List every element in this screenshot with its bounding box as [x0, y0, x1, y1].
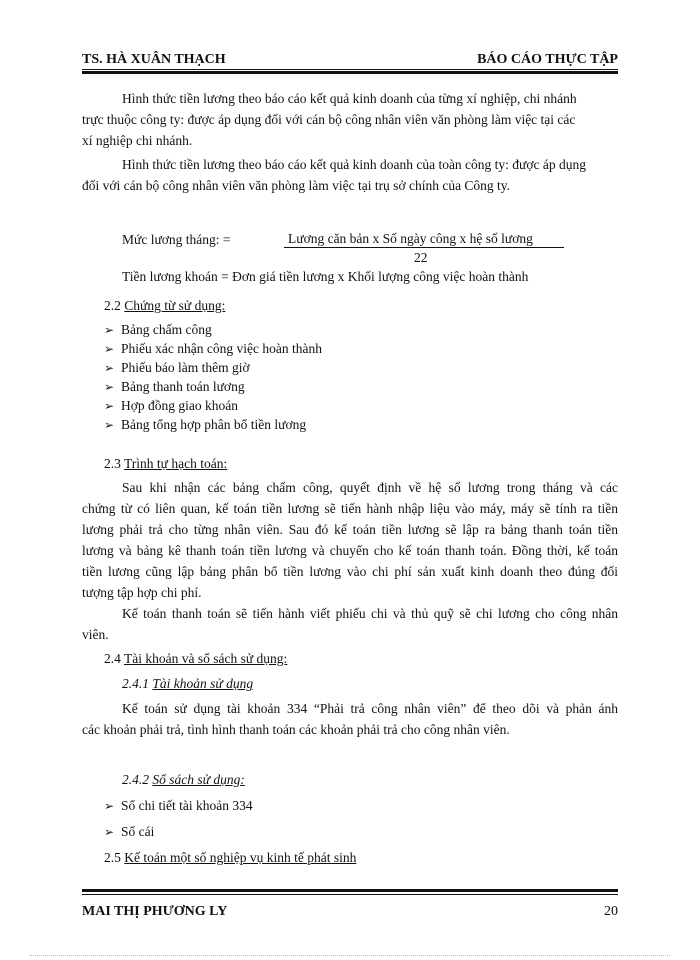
section-2-3-p1-line5: tiền lương cũng lập bảng phân bổ tiền lương vào chi phí sản xuất kinh doanh theo đúng đối [82, 564, 618, 579]
para1-line2: trực thuộc công ty: được áp dụng đối với cán bộ công nhân viên văn phòng làm việc tại các [82, 112, 576, 127]
subsection-2-4-1-title: Tài khoản sử dụng [152, 676, 254, 691]
section-2-4-number: 2.4 [104, 651, 121, 666]
list-item: ➢ Sổ cái [104, 824, 155, 839]
section-2-3-p1-line3: lương phải trả cho từng nhân viên. Sau đó kế toán tiền lương sẽ lập ra bảng thanh toán tiền [82, 522, 618, 537]
section-2-2-heading [104, 297, 225, 315]
list-item: ➢ Phiếu xác nhận công việc hoàn thành [104, 341, 322, 356]
subsection-2-4-1-line2: các khoản phải trả, tình hình thanh toán các khoản phải trả cho công nhân viên. [82, 722, 510, 737]
footer-rule-thick [82, 889, 618, 892]
page-header [82, 52, 618, 68]
para1-line3: xí nghiệp chi nhánh. [82, 133, 193, 148]
arrow-bullet-icon: ➢ [104, 380, 115, 394]
footer-author: MAI THỊ PHƯƠNG LY [82, 904, 228, 919]
subsection-2-4-1-heading [122, 675, 253, 693]
list-item: ➢ Hợp đồng giao khoán [104, 398, 238, 413]
list-item: ➢ Bảng thanh toán lương [104, 379, 245, 394]
subsection-2-4-2-title: Sổ sách sử dụng: [152, 772, 245, 787]
section-2-3-title: Trình tự hạch toán: [124, 456, 228, 471]
para2-line1: Hình thức tiền lương theo báo cáo kết quả kinh doanh của toàn công ty: được áp dụng [122, 157, 586, 172]
section-2-3-number: 2.3 [104, 456, 121, 471]
formula-denominator: 22 [414, 250, 428, 265]
header-report-title: BÁO CÁO THỰC TẬP [477, 52, 618, 67]
formula-fraction-bar [284, 247, 564, 248]
section-2-3-p2-line2: viên. [82, 627, 109, 642]
para2-line2: đối với cán bộ công nhân viên văn phòng làm việc tại trụ sở chính của Công ty. [82, 178, 511, 193]
formula-piece-rate: Tiền lương khoán = Đơn giá tiền lương x Khối lượng công việc hoàn thành [122, 269, 529, 284]
page-footer [82, 904, 618, 922]
header-advisor: TS. HÀ XUÂN THẠCH [82, 52, 226, 67]
section-2-3-p1-line1: Sau khi nhận các bảng chấm công, quyết định về hệ số lương trong tháng và các [122, 480, 618, 495]
arrow-bullet-icon: ➢ [104, 399, 115, 413]
subsection-2-4-1-line1: Kế toán sử dụng tài khoản 334 “Phải trả công nhân viên” để theo dõi và phản ánh [122, 701, 618, 716]
section-2-3-p1-line4: lương và bảng kê thanh toán tiền lương và chuyển cho kế toán thanh toán. Đồng thời, kế toán [82, 543, 618, 558]
section-2-5-number: 2.5 [104, 850, 121, 865]
arrow-bullet-icon: ➢ [104, 825, 115, 839]
section-2-2-title: Chứng từ sử dụng: [124, 298, 226, 313]
subsection-2-4-1-number: 2.4.1 [122, 676, 149, 691]
subsection-2-4-2-heading [122, 771, 245, 789]
header-rule-thick [82, 71, 618, 74]
section-2-4-title: Tài khoản và sổ sách sử dụng: [124, 651, 288, 666]
section-2-3-p1-line2: chứng từ có liên quan, kế toán tiền lương sẽ tiến hành nhập liệu vào máy, máy sẽ tính ra tiền [82, 501, 618, 516]
list-item: ➢ Bảng chấm công [104, 322, 212, 337]
list-item: ➢ Phiếu báo làm thêm giờ [104, 360, 250, 375]
section-2-4-heading [104, 650, 287, 668]
section-2-5-title: Kế toán một số nghiệp vụ kinh tế phát sinh [124, 850, 357, 865]
formula-numerator: Lương căn bản x Số ngày công x hệ số lương [288, 231, 533, 246]
formula-label: Mức lương tháng: = [122, 232, 231, 247]
header-rule-thin [82, 69, 618, 70]
footer-rule-thin [82, 894, 618, 895]
section-2-3-p2-line1: Kế toán thanh toán sẽ tiến hành viết phiếu chi và thủ quỹ sẽ chi lương cho công nhân [122, 606, 618, 621]
section-2-3-heading [104, 455, 227, 473]
section-2-5-heading [104, 849, 356, 867]
arrow-bullet-icon: ➢ [104, 799, 115, 813]
section-2-2-number: 2.2 [104, 298, 121, 313]
arrow-bullet-icon: ➢ [104, 342, 115, 356]
arrow-bullet-icon: ➢ [104, 418, 115, 432]
arrow-bullet-icon: ➢ [104, 361, 115, 375]
page-edge-divider [30, 955, 670, 956]
para1-line1: Hình thức tiền lương theo báo cáo kết quả kinh doanh của từng xí nghiệp, chi nhánh [122, 91, 577, 106]
list-item: ➢ Bảng tổng hợp phân bổ tiền lương [104, 417, 307, 432]
list-item: ➢ Sổ chi tiết tài khoản 334 [104, 798, 253, 813]
section-2-3-p1-line6: tượng tập hợp chi phí. [82, 585, 202, 600]
subsection-2-4-2-number: 2.4.2 [122, 772, 149, 787]
arrow-bullet-icon: ➢ [104, 323, 115, 337]
page-number: 20 [604, 904, 618, 919]
